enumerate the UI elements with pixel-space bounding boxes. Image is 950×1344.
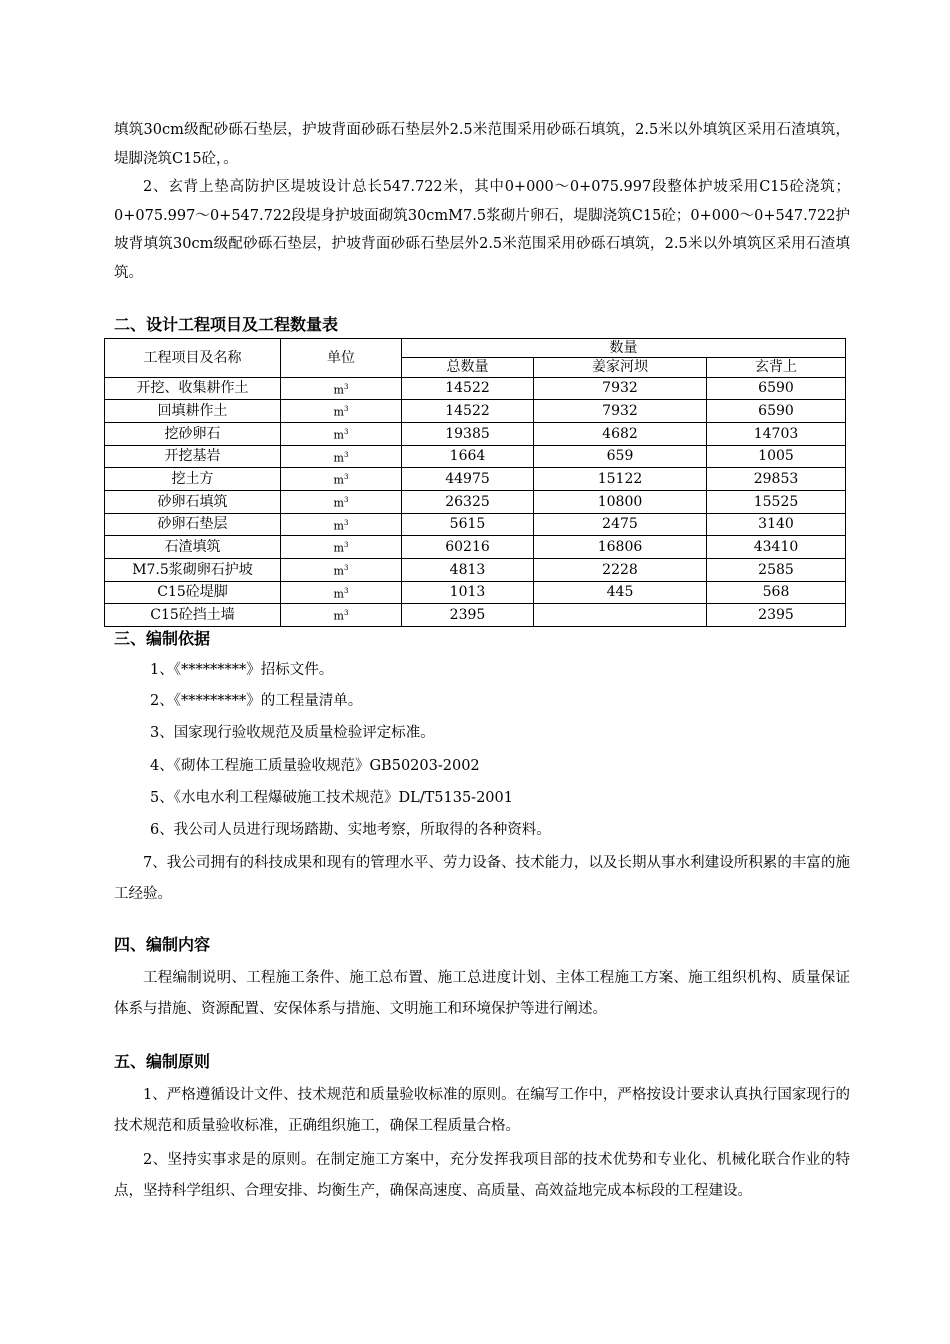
total-cell: 14522 [402,377,534,400]
table-row [105,400,846,423]
jiangjia-cell: 10800 [534,490,707,513]
total-cell: 5615 [402,513,534,536]
jiangjia-cell [534,604,707,627]
xuanbei-cell: 15525 [707,490,846,513]
unit-cell [281,490,402,513]
xuanbei-cell: 6590 [707,377,846,400]
table-row [105,490,846,513]
unit-base: m [333,587,344,601]
item-name-cell: 回填耕作土 [105,400,281,423]
unit-base: m [333,405,344,419]
table-row [105,468,846,491]
item-name-cell: C15砼挡土墙 [105,604,281,627]
item-name-cell: 开挖、收集耕作土 [105,377,281,400]
table-row [105,445,846,468]
unit-cell [281,558,402,581]
section-4-title: 四、编制内容 [114,935,211,954]
unit-base: m [333,609,344,623]
xuanbei-cell: 1005 [707,445,846,468]
unit-cell [281,581,402,604]
total-cell: 14522 [402,400,534,423]
header-quantity: 数量 [402,339,846,358]
unit-base: m [333,473,344,487]
unit-base: m [333,383,344,397]
unit-exponent: 3 [343,563,349,572]
header-unit: 单位 [281,339,402,378]
basis-item-7: 7、我公司拥有的科技成果和现有的管理水平、劳力设备、技术能力，以及长期从事水利建设所积累的丰富的施工经验。 [114,855,850,902]
section-3-title: 三、编制依据 [114,629,211,648]
xuanbei-cell: 568 [707,581,846,604]
item-name-cell: 挖砂卵石 [105,422,281,445]
xuanbei-cell: 2585 [707,558,846,581]
item-name-cell: M7.5浆砌卵石护坡 [105,558,281,581]
unit-base: m [333,519,344,533]
content-paragraph: 工程编制说明、工程施工条件、施工总布置、施工总进度计划、主体工程施工方案、施工组织机构、质量保证体系与措施、资源配置、安保体系与措施、文明施工和环境保护等进行阐述。 [114,970,850,1017]
table-row [105,377,846,400]
unit-exponent: 3 [343,382,349,391]
basis-item-3: 3、国家现行验收规范及质量检验评定标准。 [150,725,435,741]
table-row [105,513,846,536]
header-total: 总数量 [402,358,534,377]
jiangjia-cell: 2228 [534,558,707,581]
total-cell: 44975 [402,468,534,491]
quantity-table-body [105,377,846,626]
jiangjia-cell: 16806 [534,536,707,559]
unit-exponent: 3 [343,518,349,527]
jiangjia-cell: 2475 [534,513,707,536]
item-name-cell: 开挖基岩 [105,445,281,468]
unit-exponent: 3 [343,586,349,595]
xuanbei-cell: 2395 [707,604,846,627]
table-row [105,558,846,581]
header-xuanbei: 玄背上 [707,358,846,377]
item-name-cell: 砂卵石填筑 [105,490,281,513]
principle-paragraph-2: 2、坚持实事求是的原则。在制定施工方案中，充分发挥我项目部的技术优势和专业化、机械化联合作业的特点，坚持科学组织、合理安排、均衡生产，确保高速度、高质量、高效益地完成本标段的工程建设。 [114,1152,850,1199]
unit-exponent: 3 [343,609,349,618]
basis-item-5: 5、《水电水利工程爆破施工技术规范》DL/T5135-2001 [150,790,513,806]
unit-exponent: 3 [343,427,349,436]
total-cell: 26325 [402,490,534,513]
jiangjia-cell: 659 [534,445,707,468]
xuanbei-cell: 6590 [707,400,846,423]
jiangjia-cell: 15122 [534,468,707,491]
total-cell: 60216 [402,536,534,559]
unit-cell [281,445,402,468]
xuanbei-cell: 29853 [707,468,846,491]
header-item: 工程项目及名称 [105,339,281,378]
intro-paragraph-1: 填筑30cm级配砂砾石垫层，护坡背面砂砾石垫层外2.5米范围采用砂砾石填筑，2.5米以外填筑区采用石渣填筑，堤脚浇筑C15砼，。 [114,122,850,167]
basis-item-2: 2、《*********》的工程量清单。 [150,693,363,709]
unit-cell [281,468,402,491]
unit-cell [281,536,402,559]
total-cell: 1013 [402,581,534,604]
section-2-title: 二、设计工程项目及工程数量表 [114,315,339,334]
unit-exponent: 3 [343,541,349,550]
basis-item-4: 4、《砌体工程施工质量验收规范》GB50203-2002 [150,758,480,774]
section-5-title: 五、编制原则 [114,1052,211,1071]
unit-base: m [333,496,344,510]
unit-base: m [333,541,344,555]
total-cell: 4813 [402,558,534,581]
header-jiangjia: 姜家河坝 [534,358,707,377]
unit-cell [281,400,402,423]
quantity-table [104,338,846,627]
table-row [105,422,846,445]
table-row [105,604,846,627]
table-row [105,536,846,559]
unit-exponent: 3 [343,473,349,482]
xuanbei-cell: 43410 [707,536,846,559]
item-name-cell: 挖土方 [105,468,281,491]
principle-paragraph-1: 1、严格遵循设计文件、技术规范和质量验收标准的原则。在编写工作中，严格按设计要求认真执行国家现行的技术规范和质量验收标准，正确组织施工，确保工程质量合格。 [114,1087,850,1134]
item-name-cell: 石渣填筑 [105,536,281,559]
unit-cell [281,513,402,536]
basis-item-1: 1、《*********》招标文件。 [150,662,334,678]
unit-base: m [333,564,344,578]
xuanbei-cell: 3140 [707,513,846,536]
jiangjia-cell: 445 [534,581,707,604]
total-cell: 2395 [402,604,534,627]
basis-item-6: 6、我公司人员进行现场踏勘、实地考察，所取得的各种资料。 [150,822,551,838]
xuanbei-cell: 14703 [707,422,846,445]
item-name-cell: C15砼堤脚 [105,581,281,604]
total-cell: 19385 [402,422,534,445]
unit-base: m [333,428,344,442]
unit-cell [281,377,402,400]
unit-exponent: 3 [343,495,349,504]
item-name-cell: 砂卵石垫层 [105,513,281,536]
unit-base: m [333,451,344,465]
total-cell: 1664 [402,445,534,468]
jiangjia-cell: 7932 [534,400,707,423]
unit-exponent: 3 [343,450,349,459]
unit-cell [281,604,402,627]
unit-cell [281,422,402,445]
table-row [105,581,846,604]
intro-paragraph-2: 2、玄背上垫高防护区堤坡设计总长547.722米，其中0+000～0+075.997段整体护坡采用C15砼浇筑；0+075.997～0+547.722段堤身护坡面砌筑30cmM7.5浆砌片卵石，堤脚浇筑C15砼；0+000～0+547.722护坡背填筑30cm级配砂砾石垫层，护坡背面砂砾石垫层外2.5米范围采用砂砾石填筑，2.5米以外填筑区采用石渣填筑。 [114,179,850,281]
unit-exponent: 3 [343,405,349,414]
jiangjia-cell: 7932 [534,377,707,400]
jiangjia-cell: 4682 [534,422,707,445]
